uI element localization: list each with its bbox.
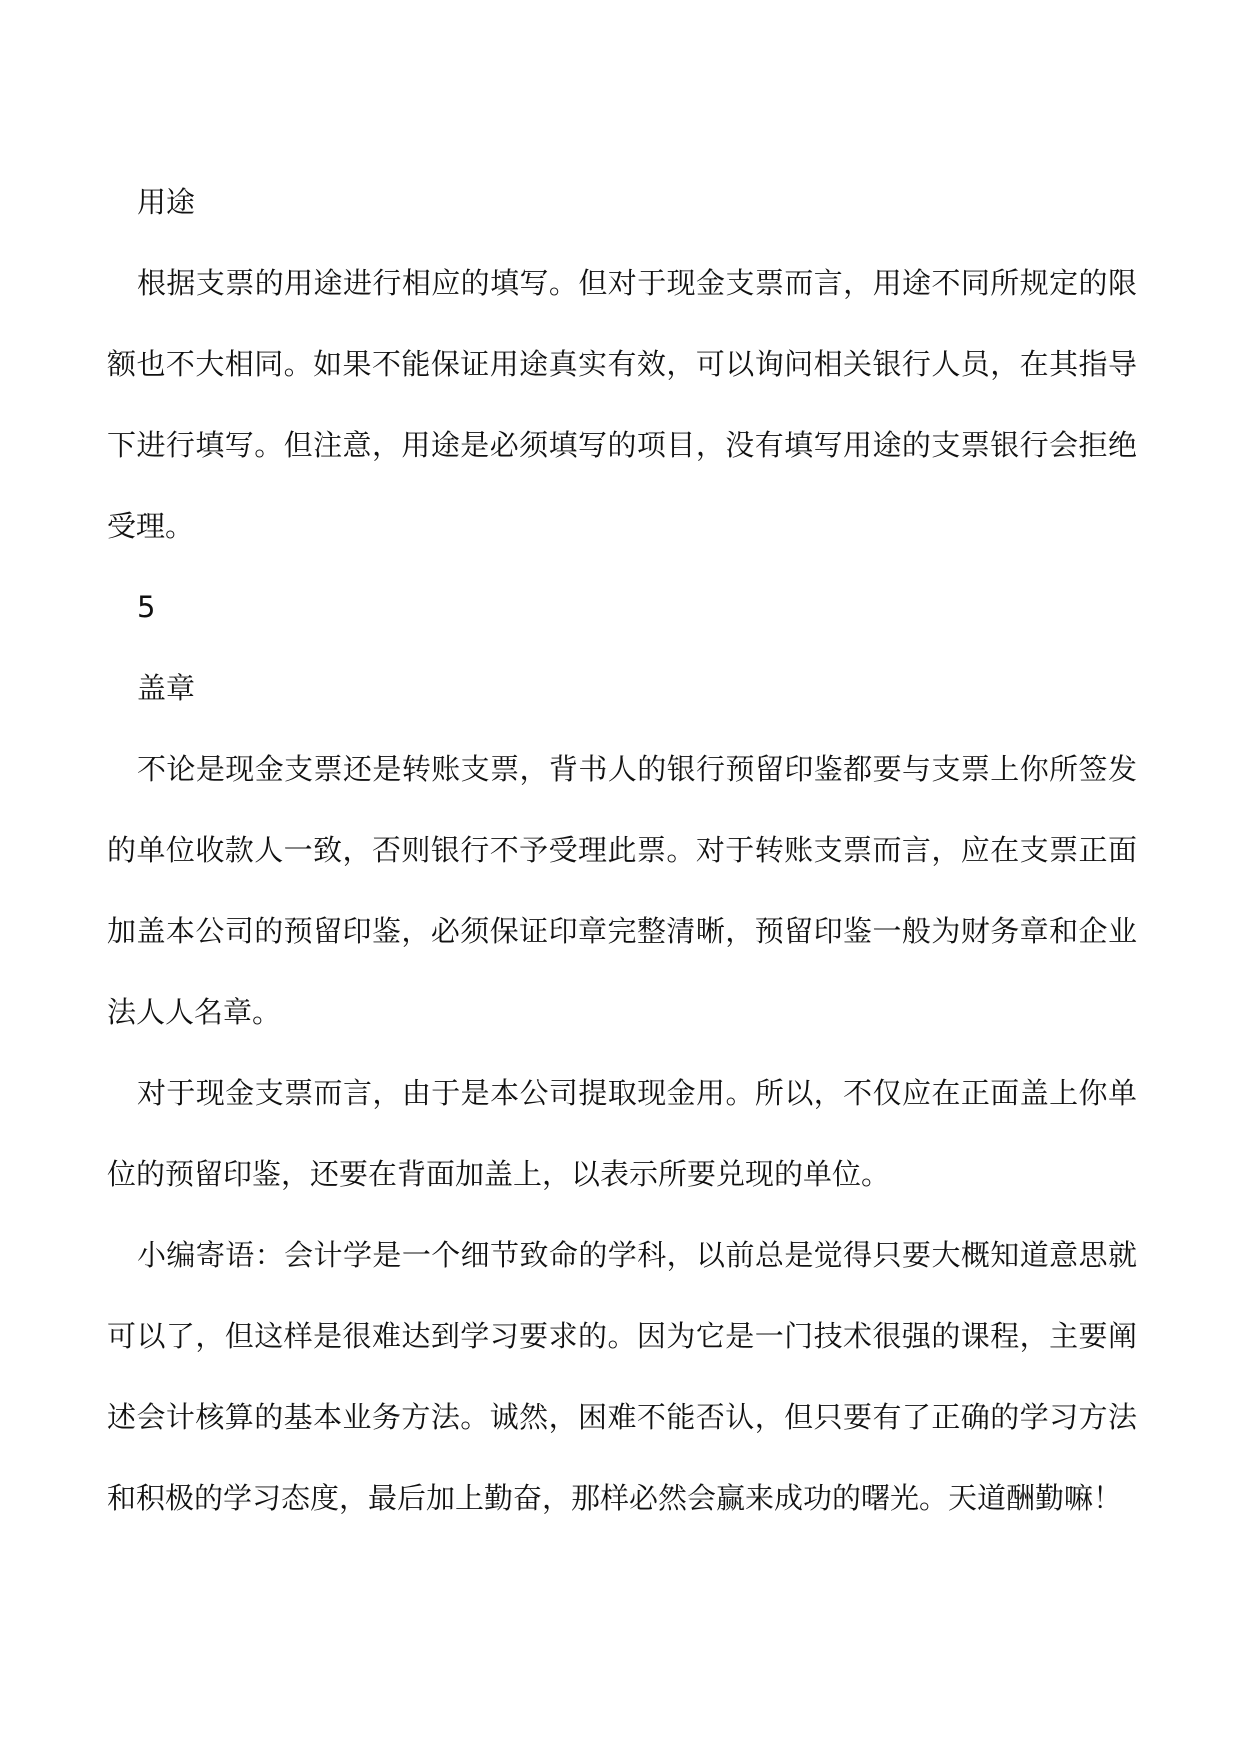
section-heading-seal: 盖章 [137,671,196,705]
paragraph-editor-note: 小编寄语：会计学是一个细节致命的学科，以前总是觉得只要大概知道意思就可以了，但这样是很难达到学习要求的。因为它是一门技术很强的课程，主要阐述会计核算的基本业务方法。诚然，困难不能否认，但只要有了正确的学习方法和积极的学习态度，最后加上勤奋，那样必然会赢来成功的曙光。天道酬勤嘛！ [107,1238,1137,1515]
document-body [107,162,1137,1539]
paragraph-seal-description: 不论是现金支票还是转账支票，背书人的银行预留印鉴都要与支票上你所签发的单位收款人一致，否则银行不予受理此票。对于转账支票而言，应在支票正面加盖本公司的预留印鉴，必须保证印章完整清晰，预留印鉴一般为财务章和企业法人人名章。 [107,752,1137,1029]
section-number: 5 [137,590,156,624]
paragraph-cash-check-seal: 对于现金支票而言，由于是本公司提取现金用。所以，不仅应在正面盖上你单位的预留印鉴，还要在背面加盖上，以表示所要兑现的单位。 [107,1076,1137,1191]
paragraph-purpose-description: 根据支票的用途进行相应的填写。但对于现金支票而言，用途不同所规定的限额也不大相同。如果不能保证用途真实有效，可以询问相关银行人员，在其指导下进行填写。但注意，用途是必须填写的项目，没有填写用途的支票银行会拒绝受理。 [107,266,1137,543]
section-heading-purpose: 用途 [137,185,196,219]
